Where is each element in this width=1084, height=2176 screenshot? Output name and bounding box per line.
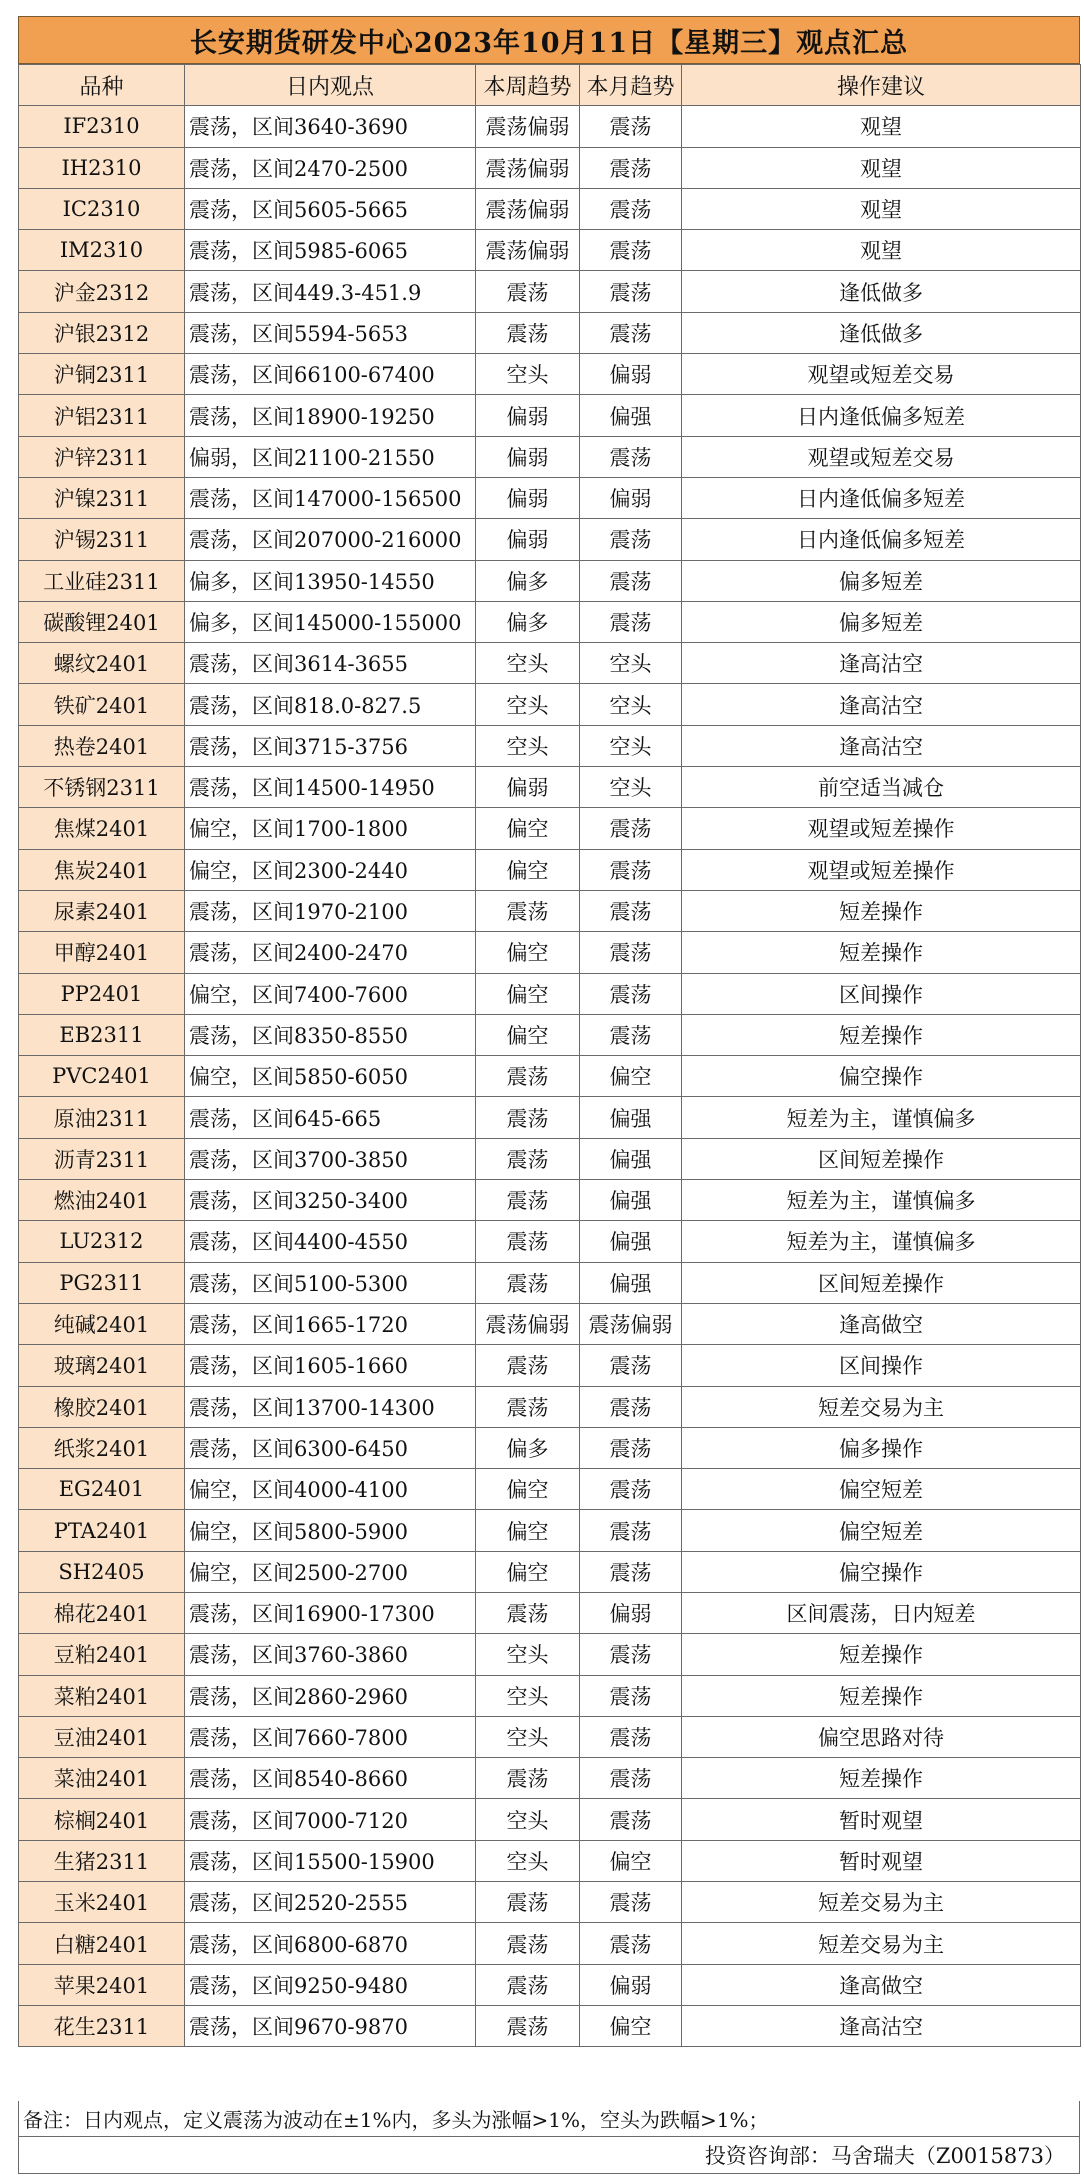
variety-cell: 纸浆2401 (19, 1427, 185, 1468)
month-trend-cell: 偏强 (580, 1262, 682, 1303)
month-trend-cell: 震荡 (580, 436, 682, 477)
advice-cell: 短差操作 (682, 1675, 1081, 1716)
advice-cell: 观望 (682, 106, 1081, 147)
table-row (19, 932, 1081, 973)
month-trend-cell: 震荡 (580, 849, 682, 890)
table-row (19, 1964, 1081, 2005)
variety-cell: LU2312 (19, 1221, 185, 1262)
table-row (19, 890, 1081, 931)
intraday-view-cell: 偏空，区间4000-4100 (185, 1469, 476, 1510)
table-row (19, 1840, 1081, 1881)
table-row (19, 1716, 1081, 1757)
table-row (19, 1221, 1081, 1262)
month-trend-cell: 震荡 (580, 1427, 682, 1468)
advice-cell: 观望 (682, 230, 1081, 271)
table-row (19, 395, 1081, 436)
advice-cell: 区间操作 (682, 1345, 1081, 1386)
intraday-view-cell: 震荡，区间18900-19250 (185, 395, 476, 436)
variety-cell: 甲醇2401 (19, 932, 185, 973)
advice-cell: 逢高沽空 (682, 643, 1081, 684)
month-trend-cell: 偏强 (580, 1221, 682, 1262)
advice-cell: 区间操作 (682, 973, 1081, 1014)
intraday-view-cell: 震荡，区间207000-216000 (185, 519, 476, 560)
week-trend-cell: 偏空 (476, 1014, 580, 1055)
intraday-view-cell: 震荡，区间3715-3756 (185, 725, 476, 766)
advice-cell: 逢高做空 (682, 1964, 1081, 2005)
week-trend-cell: 空头 (476, 354, 580, 395)
variety-cell: PVC2401 (19, 1056, 185, 1097)
month-trend-cell: 震荡 (580, 890, 682, 931)
week-trend-cell: 偏空 (476, 1510, 580, 1551)
advice-cell: 短差操作 (682, 932, 1081, 973)
advice-cell: 短差操作 (682, 1014, 1081, 1055)
advice-cell: 日内逢低偏多短差 (682, 519, 1081, 560)
advice-cell: 观望或短差操作 (682, 849, 1081, 890)
intraday-view-cell: 震荡，区间7660-7800 (185, 1716, 476, 1757)
table-row (19, 1469, 1081, 1510)
variety-cell: 沪金2312 (19, 271, 185, 312)
header-month: 本月趋势 (580, 65, 682, 106)
variety-cell: 铁矿2401 (19, 684, 185, 725)
advice-cell: 观望 (682, 147, 1081, 188)
table-row (19, 1262, 1081, 1303)
advice-cell: 短差操作 (682, 1634, 1081, 1675)
intraday-view-cell: 震荡，区间8350-8550 (185, 1014, 476, 1055)
month-trend-cell: 震荡 (580, 147, 682, 188)
intraday-view-cell: 偏空，区间5850-6050 (185, 1056, 476, 1097)
week-trend-cell: 震荡 (476, 271, 580, 312)
intraday-view-cell: 震荡，区间16900-17300 (185, 1592, 476, 1633)
table-row (19, 1675, 1081, 1716)
advice-cell: 日内逢低偏多短差 (682, 477, 1081, 518)
intraday-view-cell: 震荡，区间4400-4550 (185, 1221, 476, 1262)
advice-cell: 偏空短差 (682, 1469, 1081, 1510)
variety-cell: 碳酸锂2401 (19, 601, 185, 642)
advice-cell: 逢低做多 (682, 312, 1081, 353)
variety-cell: 螺纹2401 (19, 643, 185, 684)
table-row (19, 436, 1081, 477)
intraday-view-cell: 震荡，区间7000-7120 (185, 1799, 476, 1840)
table-row (19, 1180, 1081, 1221)
table-row (19, 519, 1081, 560)
week-trend-cell: 偏空 (476, 973, 580, 1014)
advice-cell: 短差为主，谨慎偏多 (682, 1097, 1081, 1138)
month-trend-cell: 震荡 (580, 312, 682, 353)
variety-cell: 焦煤2401 (19, 808, 185, 849)
month-trend-cell: 震荡 (580, 271, 682, 312)
month-trend-cell: 震荡 (580, 932, 682, 973)
month-trend-cell: 偏弱 (580, 477, 682, 518)
variety-cell: EG2401 (19, 1469, 185, 1510)
month-trend-cell: 偏强 (580, 1097, 682, 1138)
variety-cell: 热卷2401 (19, 725, 185, 766)
header-advice: 操作建议 (682, 65, 1081, 106)
month-trend-cell: 偏弱 (580, 1592, 682, 1633)
table-row (19, 106, 1081, 147)
month-trend-cell: 震荡 (580, 808, 682, 849)
week-trend-cell: 空头 (476, 1675, 580, 1716)
month-trend-cell: 震荡 (580, 1675, 682, 1716)
intraday-view-cell: 震荡，区间5605-5665 (185, 188, 476, 229)
month-trend-cell: 震荡 (580, 1469, 682, 1510)
month-trend-cell: 偏空 (580, 1056, 682, 1097)
intraday-view-cell: 震荡，区间1605-1660 (185, 1345, 476, 1386)
advice-cell: 区间短差操作 (682, 1262, 1081, 1303)
month-trend-cell: 偏弱 (580, 354, 682, 395)
intraday-view-cell: 震荡，区间3250-3400 (185, 1180, 476, 1221)
intraday-view-cell: 震荡，区间449.3-451.9 (185, 271, 476, 312)
table-row (19, 271, 1081, 312)
variety-cell: 菜油2401 (19, 1758, 185, 1799)
intraday-view-cell: 偏空，区间2300-2440 (185, 849, 476, 890)
table-body (19, 106, 1081, 2047)
variety-cell: 沪锡2311 (19, 519, 185, 560)
intraday-view-cell: 震荡，区间645-665 (185, 1097, 476, 1138)
table-row (19, 1758, 1081, 1799)
month-trend-cell: 震荡 (580, 601, 682, 642)
week-trend-cell: 偏弱 (476, 767, 580, 808)
variety-cell: IC2310 (19, 188, 185, 229)
week-trend-cell: 震荡 (476, 1138, 580, 1179)
variety-cell: 豆粕2401 (19, 1634, 185, 1675)
advice-cell: 短差交易为主 (682, 1882, 1081, 1923)
month-trend-cell: 偏空 (580, 1840, 682, 1881)
variety-cell: IM2310 (19, 230, 185, 271)
month-trend-cell: 震荡 (580, 1758, 682, 1799)
month-trend-cell: 空头 (580, 725, 682, 766)
table-row (19, 1592, 1081, 1633)
intraday-view-cell: 震荡，区间1970-2100 (185, 890, 476, 931)
week-trend-cell: 震荡 (476, 1056, 580, 1097)
advice-cell: 短差为主，谨慎偏多 (682, 1221, 1081, 1262)
intraday-view-cell: 震荡，区间9250-9480 (185, 1964, 476, 2005)
table-row (19, 684, 1081, 725)
table-row (19, 1097, 1081, 1138)
month-trend-cell: 震荡偏弱 (580, 1303, 682, 1344)
advice-cell: 日内逢低偏多短差 (682, 395, 1081, 436)
table-row (19, 147, 1081, 188)
advice-cell: 逢高沽空 (682, 2005, 1081, 2046)
week-trend-cell: 震荡偏弱 (476, 230, 580, 271)
month-trend-cell: 震荡 (580, 106, 682, 147)
advice-cell: 观望或短差操作 (682, 808, 1081, 849)
week-trend-cell: 偏空 (476, 808, 580, 849)
week-trend-cell: 震荡 (476, 1262, 580, 1303)
week-trend-cell: 空头 (476, 684, 580, 725)
variety-cell: IF2310 (19, 106, 185, 147)
table-row (19, 1386, 1081, 1427)
week-trend-cell: 偏弱 (476, 436, 580, 477)
advice-cell: 短差交易为主 (682, 1386, 1081, 1427)
intraday-view-cell: 震荡，区间66100-67400 (185, 354, 476, 395)
week-trend-cell: 震荡偏弱 (476, 147, 580, 188)
intraday-view-cell: 震荡，区间3640-3690 (185, 106, 476, 147)
table-row (19, 1303, 1081, 1344)
intraday-view-cell: 偏弱，区间21100-21550 (185, 436, 476, 477)
variety-cell: 橡胶2401 (19, 1386, 185, 1427)
week-trend-cell: 偏空 (476, 849, 580, 890)
week-trend-cell: 震荡 (476, 1964, 580, 2005)
intraday-view-cell: 震荡，区间8540-8660 (185, 1758, 476, 1799)
intraday-view-cell: 偏空，区间7400-7600 (185, 973, 476, 1014)
variety-cell: SH2405 (19, 1551, 185, 1592)
month-trend-cell: 震荡 (580, 973, 682, 1014)
week-trend-cell: 震荡 (476, 890, 580, 931)
advice-cell: 暂时观望 (682, 1840, 1081, 1881)
month-trend-cell: 偏强 (580, 1180, 682, 1221)
month-trend-cell: 震荡 (580, 1386, 682, 1427)
week-trend-cell: 震荡 (476, 1882, 580, 1923)
intraday-view-cell: 震荡，区间1665-1720 (185, 1303, 476, 1344)
table-row (19, 1345, 1081, 1386)
intraday-view-cell: 震荡，区间2860-2960 (185, 1675, 476, 1716)
week-trend-cell: 震荡 (476, 1592, 580, 1633)
variety-cell: 豆油2401 (19, 1716, 185, 1757)
advice-cell: 短差操作 (682, 1758, 1081, 1799)
intraday-view-cell: 震荡，区间2400-2470 (185, 932, 476, 973)
advice-cell: 观望 (682, 188, 1081, 229)
month-trend-cell: 震荡 (580, 1882, 682, 1923)
advice-cell: 偏空短差 (682, 1510, 1081, 1551)
table-row (19, 725, 1081, 766)
intraday-view-cell: 偏多，区间13950-14550 (185, 560, 476, 601)
advice-cell: 逢高沽空 (682, 684, 1081, 725)
month-trend-cell: 震荡 (580, 1634, 682, 1675)
advice-cell: 观望或短差交易 (682, 354, 1081, 395)
variety-cell: 棕榈2401 (19, 1799, 185, 1840)
week-trend-cell: 震荡偏弱 (476, 1303, 580, 1344)
week-trend-cell: 震荡 (476, 1180, 580, 1221)
month-trend-cell: 空头 (580, 684, 682, 725)
table-row (19, 1551, 1081, 1592)
table-row (19, 1056, 1081, 1097)
variety-cell: PG2311 (19, 1262, 185, 1303)
month-trend-cell: 震荡 (580, 188, 682, 229)
intraday-view-cell: 震荡，区间3760-3860 (185, 1634, 476, 1675)
advice-cell: 偏空操作 (682, 1056, 1081, 1097)
outlook-table (18, 64, 1081, 2047)
advice-cell: 偏多短差 (682, 601, 1081, 642)
advice-cell: 逢高沽空 (682, 725, 1081, 766)
month-trend-cell: 偏强 (580, 395, 682, 436)
intraday-view-cell: 震荡，区间9670-9870 (185, 2005, 476, 2046)
table-row (19, 849, 1081, 890)
contact-line: 投资咨询部：马舍瑞夫（Z0015873） (18, 2137, 1080, 2174)
table-header-row (19, 65, 1081, 106)
advice-cell: 暂时观望 (682, 1799, 1081, 1840)
table-row (19, 1014, 1081, 1055)
table-row (19, 1634, 1081, 1675)
week-trend-cell: 震荡 (476, 1221, 580, 1262)
intraday-view-cell: 震荡，区间5594-5653 (185, 312, 476, 353)
intraday-view-cell: 偏空，区间1700-1800 (185, 808, 476, 849)
week-trend-cell: 偏多 (476, 1427, 580, 1468)
variety-cell: 菜粕2401 (19, 1675, 185, 1716)
week-trend-cell: 偏弱 (476, 395, 580, 436)
footnote: 备注：日内观点，定义震荡为波动在±1%内，多头为涨幅>1%，空头为跌幅>1%； (18, 2101, 1080, 2137)
advice-cell: 偏多操作 (682, 1427, 1081, 1468)
intraday-view-cell: 震荡，区间2520-2555 (185, 1882, 476, 1923)
table-row (19, 1799, 1081, 1840)
intraday-view-cell: 震荡，区间147000-156500 (185, 477, 476, 518)
table-row (19, 601, 1081, 642)
variety-cell: 沥青2311 (19, 1138, 185, 1179)
month-trend-cell: 震荡 (580, 1345, 682, 1386)
header-intraday: 日内观点 (185, 65, 476, 106)
intraday-view-cell: 震荡，区间14500-14950 (185, 767, 476, 808)
table-row (19, 188, 1081, 229)
intraday-view-cell: 震荡，区间3700-3850 (185, 1138, 476, 1179)
header-week: 本周趋势 (476, 65, 580, 106)
advice-cell: 前空适当减仓 (682, 767, 1081, 808)
week-trend-cell: 震荡 (476, 2005, 580, 2046)
intraday-view-cell: 震荡，区间15500-15900 (185, 1840, 476, 1881)
advice-cell: 观望或短差交易 (682, 436, 1081, 477)
variety-cell: 棉花2401 (19, 1592, 185, 1633)
advice-cell: 区间震荡，日内短差 (682, 1592, 1081, 1633)
variety-cell: 生猪2311 (19, 1840, 185, 1881)
variety-cell: 苹果2401 (19, 1964, 185, 2005)
week-trend-cell: 空头 (476, 1716, 580, 1757)
table-row (19, 1882, 1081, 1923)
month-trend-cell: 偏强 (580, 1138, 682, 1179)
variety-cell: 焦炭2401 (19, 849, 185, 890)
week-trend-cell: 偏空 (476, 1551, 580, 1592)
variety-cell: PP2401 (19, 973, 185, 1014)
month-trend-cell: 偏弱 (580, 1964, 682, 2005)
advice-cell: 短差交易为主 (682, 1923, 1081, 1964)
variety-cell: 沪银2312 (19, 312, 185, 353)
variety-cell: 原油2311 (19, 1097, 185, 1138)
intraday-view-cell: 偏多，区间145000-155000 (185, 601, 476, 642)
header-variety: 品种 (19, 65, 185, 106)
table-row (19, 230, 1081, 271)
table-row (19, 1923, 1081, 1964)
month-trend-cell: 震荡 (580, 1510, 682, 1551)
variety-cell: 沪铜2311 (19, 354, 185, 395)
advice-cell: 短差为主，谨慎偏多 (682, 1180, 1081, 1221)
variety-cell: 工业硅2311 (19, 560, 185, 601)
month-trend-cell: 震荡 (580, 560, 682, 601)
week-trend-cell: 空头 (476, 725, 580, 766)
variety-cell: 沪镍2311 (19, 477, 185, 518)
intraday-view-cell: 震荡，区间5100-5300 (185, 1262, 476, 1303)
week-trend-cell: 偏多 (476, 601, 580, 642)
week-trend-cell: 震荡 (476, 1386, 580, 1427)
advice-cell: 短差操作 (682, 890, 1081, 931)
month-trend-cell: 偏空 (580, 2005, 682, 2046)
week-trend-cell: 偏弱 (476, 477, 580, 518)
variety-cell: 尿素2401 (19, 890, 185, 931)
table-row (19, 808, 1081, 849)
intraday-view-cell: 震荡，区间6800-6870 (185, 1923, 476, 1964)
variety-cell: 沪锌2311 (19, 436, 185, 477)
intraday-view-cell: 偏空，区间2500-2700 (185, 1551, 476, 1592)
variety-cell: 沪铝2311 (19, 395, 185, 436)
report-title: 长安期货研发中心2023年10月11日【星期三】观点汇总 (18, 16, 1080, 64)
intraday-view-cell: 震荡，区间818.0-827.5 (185, 684, 476, 725)
intraday-view-cell: 震荡，区间2470-2500 (185, 147, 476, 188)
variety-cell: 白糖2401 (19, 1923, 185, 1964)
week-trend-cell: 震荡偏弱 (476, 106, 580, 147)
week-trend-cell: 偏多 (476, 560, 580, 601)
table-row (19, 312, 1081, 353)
table-row (19, 477, 1081, 518)
table-row (19, 643, 1081, 684)
variety-cell: IH2310 (19, 147, 185, 188)
variety-cell: 不锈钢2311 (19, 767, 185, 808)
advice-cell: 逢高做空 (682, 1303, 1081, 1344)
advice-cell: 逢低做多 (682, 271, 1081, 312)
variety-cell: 花生2311 (19, 2005, 185, 2046)
month-trend-cell: 震荡 (580, 1923, 682, 1964)
week-trend-cell: 震荡 (476, 1345, 580, 1386)
week-trend-cell: 震荡偏弱 (476, 188, 580, 229)
table-row (19, 354, 1081, 395)
variety-cell: EB2311 (19, 1014, 185, 1055)
advice-cell: 区间短差操作 (682, 1138, 1081, 1179)
intraday-view-cell: 震荡，区间5985-6065 (185, 230, 476, 271)
table-row (19, 1427, 1081, 1468)
week-trend-cell: 震荡 (476, 1758, 580, 1799)
month-trend-cell: 震荡 (580, 1014, 682, 1055)
week-trend-cell: 空头 (476, 1840, 580, 1881)
week-trend-cell: 震荡 (476, 1923, 580, 1964)
week-trend-cell: 偏空 (476, 1469, 580, 1510)
week-trend-cell: 空头 (476, 1634, 580, 1675)
week-trend-cell: 偏弱 (476, 519, 580, 560)
intraday-view-cell: 震荡，区间13700-14300 (185, 1386, 476, 1427)
variety-cell: PTA2401 (19, 1510, 185, 1551)
month-trend-cell: 空头 (580, 643, 682, 684)
week-trend-cell: 震荡 (476, 1097, 580, 1138)
week-trend-cell: 空头 (476, 1799, 580, 1840)
week-trend-cell: 空头 (476, 643, 580, 684)
month-trend-cell: 空头 (580, 767, 682, 808)
table-row (19, 767, 1081, 808)
table-row (19, 2005, 1081, 2046)
week-trend-cell: 偏空 (476, 932, 580, 973)
intraday-view-cell: 震荡，区间3614-3655 (185, 643, 476, 684)
intraday-view-cell: 偏空，区间5800-5900 (185, 1510, 476, 1551)
variety-cell: 玻璃2401 (19, 1345, 185, 1386)
table-row (19, 560, 1081, 601)
advice-cell: 偏多短差 (682, 560, 1081, 601)
week-trend-cell: 震荡 (476, 312, 580, 353)
month-trend-cell: 震荡 (580, 1716, 682, 1757)
month-trend-cell: 震荡 (580, 1799, 682, 1840)
advice-cell: 偏空操作 (682, 1551, 1081, 1592)
variety-cell: 玉米2401 (19, 1882, 185, 1923)
advice-cell: 偏空思路对待 (682, 1716, 1081, 1757)
table-row (19, 1510, 1081, 1551)
month-trend-cell: 震荡 (580, 1551, 682, 1592)
table-row (19, 973, 1081, 1014)
month-trend-cell: 震荡 (580, 519, 682, 560)
table-row (19, 1138, 1081, 1179)
intraday-view-cell: 震荡，区间6300-6450 (185, 1427, 476, 1468)
variety-cell: 燃油2401 (19, 1180, 185, 1221)
month-trend-cell: 震荡 (580, 230, 682, 271)
variety-cell: 纯碱2401 (19, 1303, 185, 1344)
